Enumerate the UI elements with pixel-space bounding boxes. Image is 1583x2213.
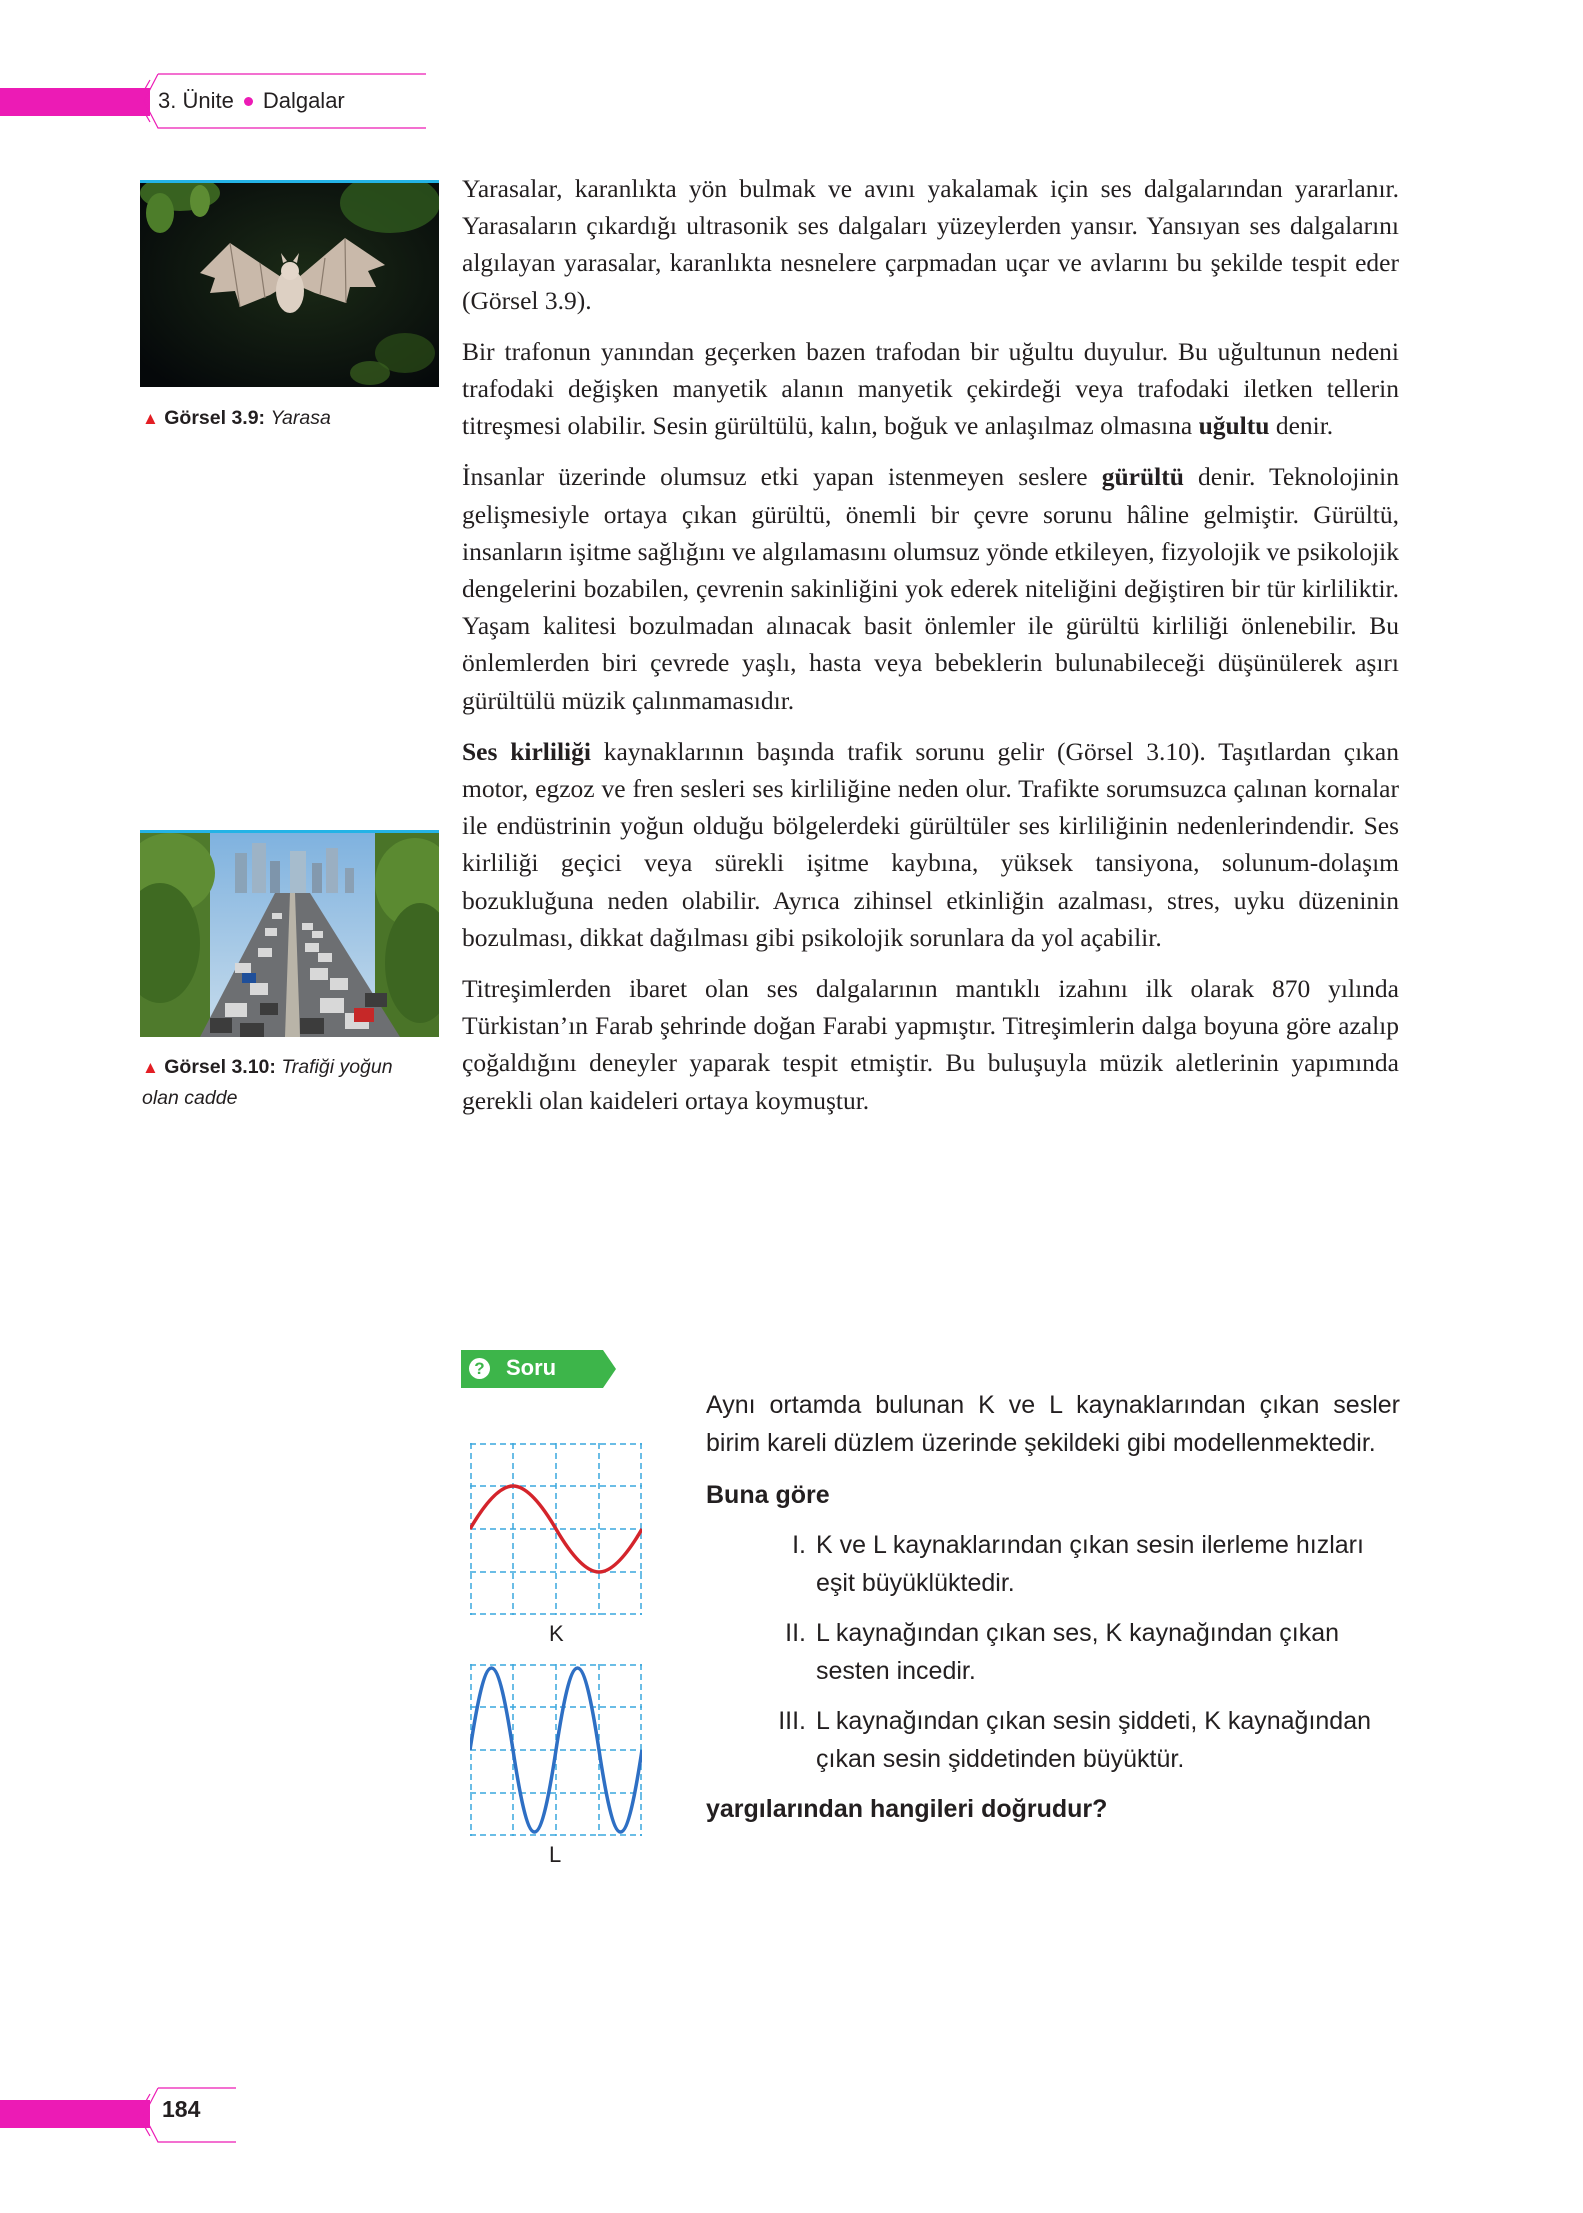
statement-number: I. — [792, 1531, 806, 1559]
paragraph-noise-end: denir. Teknolojinin gelişmesiyle ortaya çıkan gürültü, önemli bir çevre sorunu hâline gelmiştir. Gürültü, insanların işitme sağlığını ve algılamasını olumsuz yönde etkileyen, fizyolojik ve psikolojik dengelerini bozabilen, çevrenin sakinliğini yok ederek niteliğini değiştiren bir tür kirliliktir. Yaşam kalitesi bozulmadan alınacak basit önlemler ile gürültü kirliliği önlenebilir. Bu önlemlerden biri çevrede yaşlı, hasta veya bebeklerin bulunabileceği düşünülerek aşırı gürültülü müzik çalınmamasıdır. — [462, 462, 1399, 715]
paragraph-noise-text: İnsanlar üzerinde olumsuz etki yapan istenmeyen seslere — [462, 462, 1102, 492]
wave-k-grid — [470, 1443, 642, 1615]
main-text — [462, 170, 1399, 1133]
traffic-figure-label: Görsel 3.10: — [164, 1056, 276, 1078]
paragraph-pollution-text: kaynaklarının başında trafik sorunu gelir (Görsel 3.10). Taşıtlardan çıkan motor, egzoz ve fren sesleri ses kirliliğine neden olur. Trafikte sorumsuzca çalınan kornalar ile endüstrinin yoğun olduğu bölgelerdeki gürültüler ses kirliliğinin nedenlerindendir. Ses kirliliği geçici veya sürekli işitme kaybına, yüksek tansiyona, solunum-dolaşım bozukluğuna neden olabilir. Ayrıca zihinsel etkinliğin azalması, stres, uyku düzeninin bozulması, dikkat dağılması gibi psikolojik sorunlara da yol açabilir. — [462, 736, 1399, 952]
term-gurultu: gürültü — [1101, 462, 1184, 492]
wave-l-label: L — [549, 1842, 562, 1867]
triangle-marker-icon: ▲ — [142, 1058, 159, 1077]
triangle-marker-icon: ▲ — [142, 409, 159, 428]
paragraph-hum — [462, 333, 1399, 445]
statement-text: L kaynağından çıkan sesin şiddeti, K kaynağından çıkan sesin şiddetinden büyüktür. — [816, 1707, 1372, 1773]
question-lead: Buna göre — [706, 1481, 830, 1509]
traffic-figure-title-line1: Trafiği yoğun — [281, 1056, 393, 1078]
traffic-figure-title-line2: olan cadde — [142, 1087, 238, 1109]
statement-number: II. — [785, 1619, 806, 1647]
bat-caption — [142, 403, 442, 434]
statement-item — [706, 1702, 1400, 1778]
paragraph-pollution — [462, 733, 1399, 956]
paragraph-farabi: Titreşimlerden ibaret olan ses dalgalarının mantıklı izahını ilk olarak 870 yılında Türkistan’ın Farab şehrinde doğan Farabi yapmıştır. Titreşimlerin dalga boyuna göre azalıp çoğaldığını deneyler yaparak tespit etmiştir. Bu buluşuyla müzik aletlerinin yapımında gerekli olan kaideleri ortaya koymuştur. — [462, 974, 1399, 1115]
traffic-caption — [142, 1052, 442, 1113]
footer-accent-bar — [0, 2100, 150, 2128]
paragraph-hum-text: Bir trafonun yanından geçerken bazen trafodan bir uğultu duyulur. Bu uğultunun nedeni trafodaki değişken manyetik alanın manyetik çekirdeği veya trafodaki iletken tellerin titreşmesi olabilir. Sesin gürültülü, kalın, boğuk ve anlaşılmaz olmasına — [462, 336, 1399, 441]
question-intro: Aynı ortamda bulunan K ve L kaynaklarından çıkan sesler birim kareli düzlem üzerinde şekildeki gibi modellenmektedir. — [706, 1391, 1400, 1457]
term-ugultu: uğultu — [1198, 411, 1270, 441]
page-number: 184 — [162, 2096, 201, 2122]
paragraph-noise — [462, 458, 1399, 718]
question-ending: yargılarından hangileri doğrudur? — [706, 1795, 1108, 1823]
term-ses-kirliligi: Ses kirliliği — [462, 736, 591, 766]
header-breadcrumb — [158, 88, 345, 114]
wave-l-grid — [470, 1664, 642, 1836]
bat-photo — [140, 180, 439, 387]
paragraph-hum-end: denir. — [1269, 411, 1334, 441]
question-mark-icon: ? — [469, 1358, 490, 1379]
paragraph-bats: Yarasalar, karanlıkta yön bulmak ve avını yakalamak için ses dalgalarından yararlanır. Yarasaların çıkardığı ultrasonik ses dalgaları yüzeylerden yansır. Yansıyan ses dalgalarını algılayan yarasalar, karanlıkta nesnelere çarpmadan uçar ve avlarını bu şekilde tespit eder (Görsel 3.9). — [462, 174, 1399, 315]
bat-figure-label: Görsel 3.9: — [164, 407, 266, 429]
statement-item — [706, 1614, 1400, 1690]
header-accent-bar — [0, 88, 150, 116]
statement-number: III. — [778, 1707, 806, 1735]
soru-label: Soru — [506, 1355, 557, 1380]
statement-text: K ve L kaynaklarından çıkan sesin ilerleme hızları eşit büyüklüktedir. — [816, 1531, 1364, 1597]
statement-item — [706, 1526, 1400, 1602]
header-topic: Dalgalar — [262, 88, 345, 113]
wave-k-label: K — [549, 1621, 564, 1646]
bullet-dot-icon — [244, 97, 253, 106]
question-block — [706, 1386, 1400, 1853]
bat-figure-title: Yarasa — [270, 407, 331, 429]
header-unit: 3. Ünite — [158, 88, 234, 113]
statement-text: L kaynağından çıkan ses, K kaynağından çıkan sesten incedir. — [816, 1619, 1340, 1685]
traffic-photo — [140, 830, 439, 1037]
